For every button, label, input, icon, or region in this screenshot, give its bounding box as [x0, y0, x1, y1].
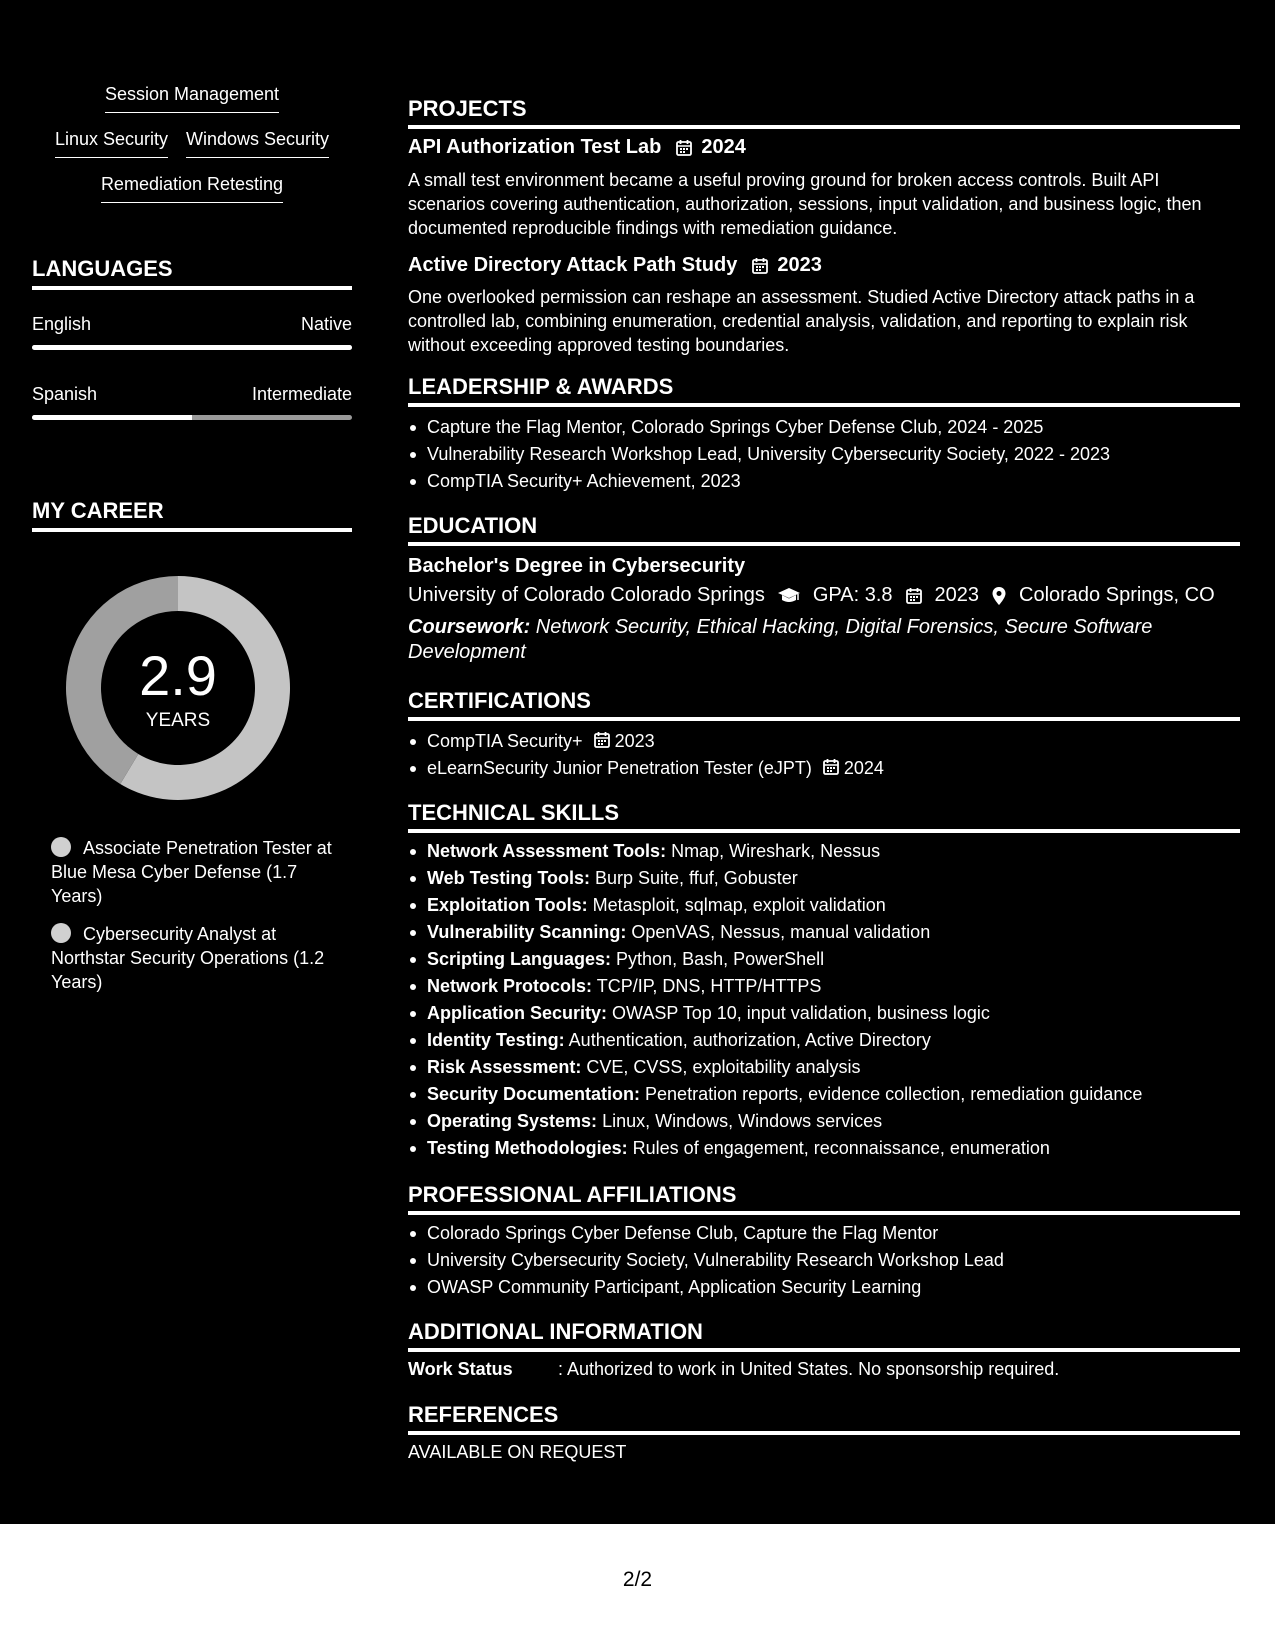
- skill-label: Identity Testing:: [427, 1030, 565, 1050]
- certification-year: 2024: [843, 758, 884, 778]
- career-donut: [66, 576, 290, 800]
- project-title: [408, 136, 746, 159]
- skill-item: [408, 892, 1240, 919]
- skill-value: Rules of engagement, reconnaissance, enumeration: [627, 1138, 1050, 1158]
- skill-label: Exploitation Tools:: [427, 895, 588, 915]
- work-status-label: Work Status: [408, 1359, 513, 1379]
- language-bar-fill: [32, 345, 352, 350]
- calendar-icon: [593, 731, 611, 749]
- language-name: Spanish: [32, 384, 98, 404]
- skill-tag: Linux Security: [55, 129, 168, 158]
- skill-item: [408, 1135, 1240, 1162]
- skill-value: Authentication, authorization, Active Directory: [564, 1030, 931, 1050]
- skill-label: Testing Methodologies:: [427, 1138, 628, 1158]
- skill-value: Metasploit, sqlmap, exploit validation: [587, 895, 886, 915]
- list-item: [408, 728, 1240, 755]
- language-english: [32, 314, 352, 350]
- education-location: Colorado Springs, CO: [1019, 584, 1215, 606]
- calendar-icon: [751, 257, 769, 275]
- skill-value: Linux, Windows, Windows services: [597, 1111, 883, 1131]
- skill-value: OWASP Top 10, input validation, business logic: [607, 1003, 990, 1023]
- career-role: Associate Penetration Tester at Blue Mesa Cyber Defense (1.7 Years): [51, 838, 332, 906]
- skill-tag: Remediation Retesting: [101, 174, 283, 203]
- skill-label: Application Security:: [427, 1003, 608, 1023]
- language-level: Intermediate: [251, 384, 352, 404]
- skill-value: TCP/IP, DNS, HTTP/HTTPS: [592, 976, 822, 996]
- education-heading: EDUCATION: [408, 513, 1240, 546]
- career-total-unit: YEARS: [145, 710, 211, 731]
- project-name: API Authorization Test Lab: [408, 136, 662, 158]
- graduation-cap-icon: [777, 586, 801, 606]
- skill-value: Penetration reports, evidence collection, remediation guidance: [640, 1084, 1143, 1104]
- skill-item: [408, 1054, 1240, 1081]
- career-role: Cybersecurity Analyst at Northstar Security Operations (1.2 Years): [51, 924, 325, 992]
- list-item: CompTIA Security+ Achievement, 2023: [408, 468, 1240, 495]
- skill-tag: Windows Security: [186, 129, 329, 158]
- language-level: Native: [300, 314, 352, 334]
- skill-item: [408, 946, 1240, 973]
- affiliations-heading: PROFESSIONAL AFFILIATIONS: [408, 1182, 1240, 1215]
- education-coursework: [408, 615, 1240, 665]
- list-item: Capture the Flag Mentor, Colorado Springs Cyber Defense Club, 2024 - 2025: [408, 414, 1240, 441]
- list-item: Vulnerability Research Workshop Lead, University Cybersecurity Society, 2022 - 2023: [408, 441, 1240, 468]
- skill-value: CVE, CVSS, exploitability analysis: [581, 1057, 861, 1077]
- education-year: 2023: [934, 584, 980, 606]
- certifications-list: [408, 728, 1240, 782]
- technical-skills-list: [408, 838, 1240, 1162]
- references-heading: REFERENCES: [408, 1402, 1240, 1435]
- list-item: [408, 755, 1240, 782]
- certification-year: 2023: [614, 731, 655, 751]
- language-spanish: [32, 384, 352, 420]
- skill-tag: Session Management: [105, 84, 279, 113]
- skill-label: Security Documentation:: [427, 1084, 641, 1104]
- languages-heading: LANGUAGES: [32, 256, 352, 290]
- affiliations-list: [408, 1220, 1240, 1301]
- skill-label: Network Assessment Tools:: [427, 841, 667, 861]
- skill-item: [408, 838, 1240, 865]
- skill-item: [408, 1108, 1240, 1135]
- skill-label: Vulnerability Scanning:: [427, 922, 627, 942]
- coursework-value: Network Security, Ethical Hacking, Digital Forensics, Secure Software Development: [408, 616, 1153, 663]
- project-title: [408, 254, 822, 277]
- calendar-icon: [822, 758, 840, 776]
- language-bar: [32, 415, 352, 420]
- leadership-heading: LEADERSHIP & AWARDS: [408, 374, 1240, 407]
- location-pin-icon: [991, 586, 1007, 606]
- project-description: One overlooked permission can reshape an assessment. Studied Active Directory attack paths in a controlled lab, combining enumeration, credential analysis, validation, and reporting to explain risk without exceeding approved testing boundaries.: [408, 287, 1195, 355]
- skill-tags: [32, 84, 352, 219]
- additional-info-heading: ADDITIONAL INFORMATION: [408, 1319, 1240, 1352]
- language-bar-fill: [32, 415, 192, 420]
- certification-name: eLearnSecurity Junior Penetration Tester (eJPT): [427, 758, 812, 778]
- coursework-label: Coursework:: [408, 616, 531, 638]
- project-year: 2024: [701, 136, 746, 158]
- skill-item: [408, 1000, 1240, 1027]
- skill-label: Risk Assessment:: [427, 1057, 582, 1077]
- skill-label: Scripting Languages:: [427, 949, 612, 969]
- project-year: 2023: [777, 254, 822, 276]
- references-text: AVAILABLE ON REQUEST: [408, 1442, 627, 1462]
- skill-item: [408, 919, 1240, 946]
- skill-label: Network Protocols:: [427, 976, 593, 996]
- bullet-dot-icon: [51, 837, 71, 857]
- education-gpa: GPA: 3.8: [812, 584, 893, 606]
- list-item: University Cybersecurity Society, Vulnerability Research Workshop Lead: [408, 1247, 1240, 1274]
- list-item: Colorado Springs Cyber Defense Club, Capture the Flag Mentor: [408, 1220, 1240, 1247]
- career-heading: MY CAREER: [32, 498, 352, 532]
- skill-item: [408, 973, 1240, 1000]
- skill-value: Python, Bash, PowerShell: [611, 949, 825, 969]
- skill-item: [408, 1081, 1240, 1108]
- education-details: [408, 584, 1215, 607]
- certifications-heading: CERTIFICATIONS: [408, 688, 1240, 721]
- list-item: OWASP Community Participant, Application Security Learning: [408, 1274, 1240, 1301]
- education-school: University of Colorado Colorado Springs: [408, 584, 765, 606]
- leadership-list: [408, 414, 1240, 495]
- projects-heading: PROJECTS: [408, 96, 1240, 129]
- skill-value: Burp Suite, ffuf, Gobuster: [590, 868, 798, 888]
- project-description: A small test environment became a useful proving ground for broken access controls. Built API scenarios covering authentication, authorization, sessions, input validation, and business logic, then documented reproducible findings with remediation guidance.: [408, 170, 1202, 238]
- career-total-value: 2.9: [139, 644, 217, 707]
- project-name: Active Directory Attack Path Study: [408, 254, 738, 276]
- skill-item: [408, 1027, 1240, 1054]
- skill-value: OpenVAS, Nessus, manual validation: [626, 922, 931, 942]
- career-item: [51, 836, 341, 908]
- career-item: [51, 922, 341, 994]
- language-bar: [32, 345, 352, 350]
- certification-name: CompTIA Security+: [427, 731, 583, 751]
- language-name: English: [32, 314, 92, 334]
- skill-label: Web Testing Tools:: [427, 868, 590, 888]
- calendar-icon: [905, 587, 923, 605]
- technical-skills-heading: TECHNICAL SKILLS: [408, 800, 1240, 833]
- education-degree: Bachelor's Degree in Cybersecurity: [408, 555, 746, 577]
- skill-item: [408, 865, 1240, 892]
- skill-label: Operating Systems:: [427, 1111, 598, 1131]
- calendar-icon: [675, 139, 693, 157]
- work-status-row: [408, 1359, 1059, 1380]
- bullet-dot-icon: [51, 923, 71, 943]
- work-status-value: : Authorized to work in United States. No sponsorship required.: [558, 1359, 1060, 1379]
- career-list: [51, 836, 341, 1008]
- page-number: 2/2: [622, 1568, 653, 1591]
- skill-value: Nmap, Wireshark, Nessus: [666, 841, 881, 861]
